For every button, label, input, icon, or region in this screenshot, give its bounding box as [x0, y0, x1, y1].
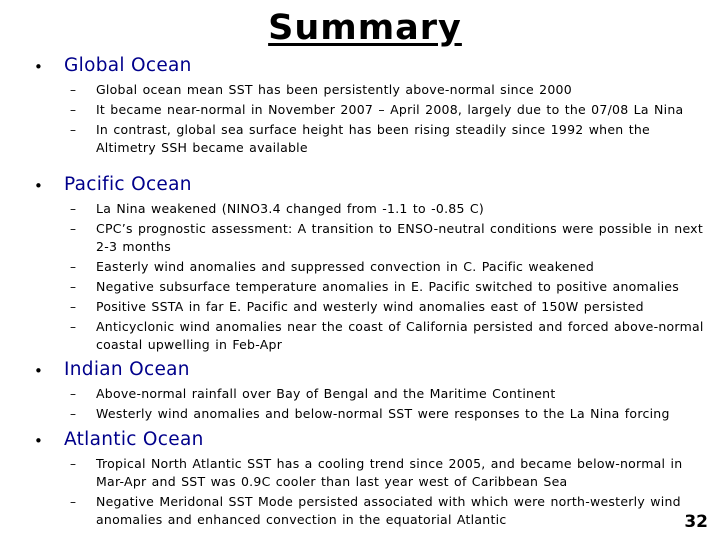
- bullet-icon: •: [34, 177, 43, 195]
- list-item: [0, 200, 720, 218]
- section-global-ocean: [0, 55, 720, 159]
- item-list: [0, 455, 720, 529]
- dash-icon: –: [70, 495, 76, 509]
- item-text: Global ocean mean SST has been persistently above-normal since 2000: [96, 82, 572, 97]
- item-text: La Nina weakened (NINO3.4 changed from -1.1 to -0.85 C): [96, 201, 485, 216]
- list-item: [0, 385, 720, 403]
- dash-icon: –: [70, 320, 76, 334]
- page-number: 32: [684, 512, 708, 532]
- item-text: Above-normal rainfall over Bay of Bengal and the Maritime Continent: [96, 386, 556, 401]
- section-heading-text: Indian Ocean: [64, 359, 190, 380]
- item-text: CPC’s prognostic assessment: A transition to ENSO-neutral conditions were possible in next 2-3 months: [96, 221, 703, 254]
- item-text: In contrast, global sea surface height has been rising steadily since 1992 when the Altimetry SSH became available: [96, 122, 650, 155]
- dash-icon: –: [70, 260, 76, 274]
- section-heading-text: Global Ocean: [64, 55, 192, 76]
- section-indian-ocean: [0, 359, 720, 425]
- item-list: [0, 81, 720, 157]
- bullet-icon: •: [34, 432, 43, 450]
- list-item: [0, 298, 720, 316]
- section-heading: [0, 429, 720, 455]
- list-item: [0, 493, 720, 529]
- dash-icon: –: [70, 222, 76, 236]
- item-text: Negative Meridonal SST Mode persisted associated with which were north-westerly wind anomalies and enhanced convection in the equatorial Atlantic: [96, 494, 681, 527]
- page-title: Summary: [268, 8, 462, 48]
- item-text: Tropical North Atlantic SST has a cooling trend since 2005, and became below-normal in Mar-Apr and SST was 0.9C cooler than last year west of Caribbean Sea: [96, 456, 683, 489]
- list-item: [0, 101, 720, 119]
- section-heading: [0, 55, 720, 81]
- section-heading: [0, 359, 720, 385]
- section-heading: [0, 174, 720, 200]
- bullet-icon: •: [34, 58, 43, 76]
- dash-icon: –: [70, 387, 76, 401]
- section-heading-text: Pacific Ocean: [64, 174, 192, 195]
- list-item: [0, 318, 720, 354]
- item-list: [0, 200, 720, 354]
- item-text: Anticyclonic wind anomalies near the coast of California persisted and forced above-normal coastal upwelling in Feb-Apr: [96, 319, 704, 352]
- item-text: It became near-normal in November 2007 – April 2008, largely due to the 07/08 La Nina: [96, 102, 684, 117]
- list-item: [0, 220, 720, 256]
- section-pacific-ocean: [0, 174, 720, 356]
- dash-icon: –: [70, 300, 76, 314]
- item-list: [0, 385, 720, 423]
- section-heading-text: Atlantic Ocean: [64, 429, 204, 450]
- list-item: [0, 278, 720, 296]
- item-text: Positive SSTA in far E. Pacific and westerly wind anomalies east of 150W persisted: [96, 299, 644, 314]
- bullet-icon: •: [34, 362, 43, 380]
- dash-icon: –: [70, 407, 76, 421]
- dash-icon: –: [70, 103, 76, 117]
- dash-icon: –: [70, 457, 76, 471]
- dash-icon: –: [70, 123, 76, 137]
- dash-icon: –: [70, 280, 76, 294]
- list-item: [0, 258, 720, 276]
- item-text: Negative subsurface temperature anomalies in E. Pacific switched to positive anomalies: [96, 279, 680, 294]
- dash-icon: –: [70, 202, 76, 216]
- item-text: Westerly wind anomalies and below-normal SST were responses to the La Nina forcing: [96, 406, 670, 421]
- item-text: Easterly wind anomalies and suppressed convection in C. Pacific weakened: [96, 259, 595, 274]
- list-item: [0, 121, 720, 157]
- list-item: [0, 405, 720, 423]
- list-item: [0, 455, 720, 491]
- dash-icon: –: [70, 83, 76, 97]
- list-item: [0, 81, 720, 99]
- section-atlantic-ocean: [0, 429, 720, 531]
